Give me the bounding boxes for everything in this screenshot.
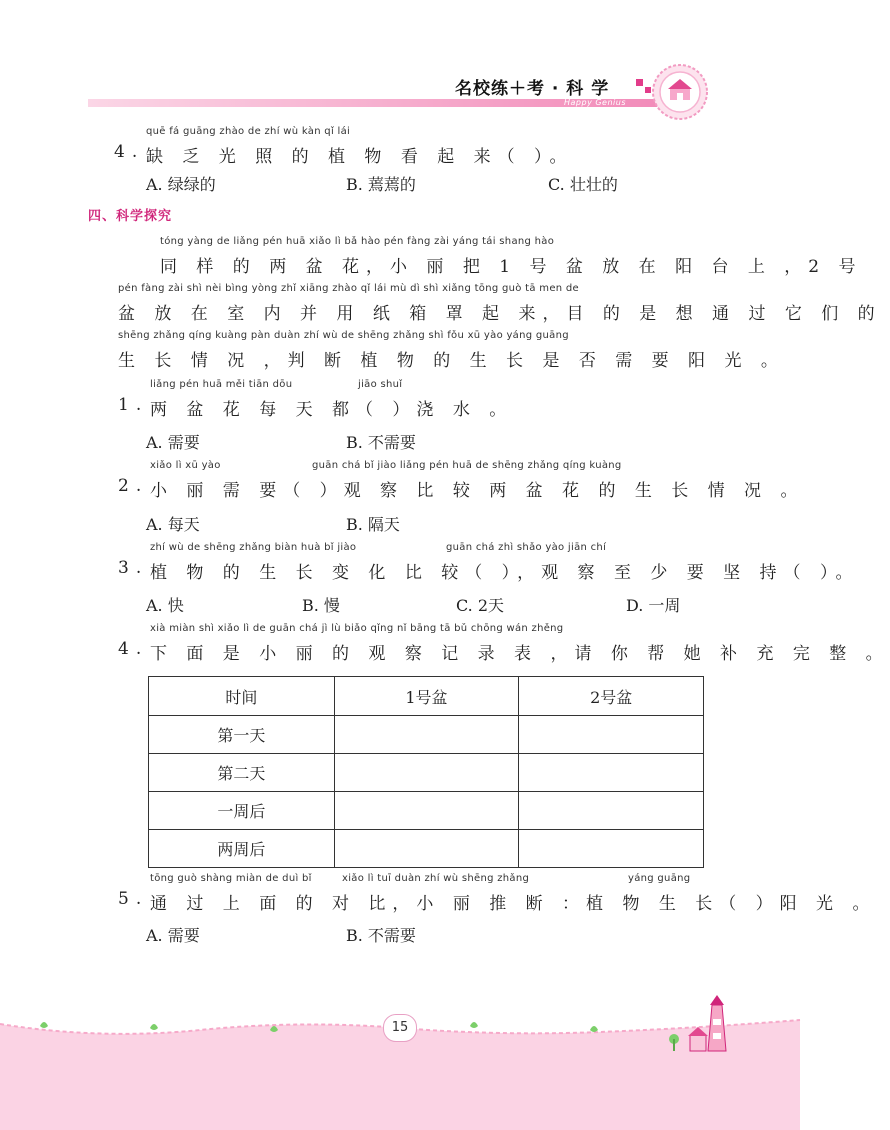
- pinyin-line: quē fá guāng zhào de zhí wù kàn qǐ lái: [146, 126, 351, 137]
- page-number: 15: [383, 1014, 417, 1042]
- question-2: [0, 460, 805, 501]
- pinyin-line: shēng zhǎng qíng kuàng pàn duàn zhí wù de shēng zhǎng shì fǒu xū yào yáng guāng: [118, 330, 569, 341]
- question-text: 两 盆 花 每 天 都（ ）浇 水 。: [150, 400, 514, 420]
- passage-line-2: [0, 283, 882, 324]
- section-title: 四、科学探究: [88, 209, 173, 224]
- passage-line-1: [0, 236, 863, 277]
- option-b[interactable]: B. 隔天: [346, 515, 400, 534]
- table-header-cell: 2号盆: [519, 677, 704, 716]
- question-4a: [0, 126, 800, 167]
- option-b[interactable]: B. 慢: [302, 596, 340, 615]
- table-header-row: [149, 677, 704, 716]
- pinyin-line: yáng guāng: [628, 873, 691, 884]
- option-b[interactable]: B. 不需要: [346, 926, 416, 945]
- pinyin-line: tóng yàng de liǎng pén huā xiǎo lì bǎ hào pén fàng zài yáng tái shang hào: [160, 236, 555, 247]
- flower-badge-icon: [652, 64, 708, 120]
- option-a[interactable]: A. 绿绿的: [146, 175, 216, 194]
- question-number: 4.: [118, 639, 149, 659]
- table-row: [149, 830, 704, 868]
- header-title: 名校练＋考 · 科 学: [455, 79, 610, 99]
- option-b[interactable]: B. 蔫蔫的: [346, 175, 416, 194]
- answer-cell-pot-2[interactable]: [519, 716, 704, 754]
- option-a[interactable]: A. 需要: [146, 433, 200, 452]
- question-text: 植 物 的 生 长 变 化 比 较（ ），观 察 至 少 要 坚 持（ ）。: [150, 563, 860, 583]
- pinyin-line: tōng guò shàng miàn de duì bǐ: [150, 873, 312, 884]
- option-a[interactable]: A. 快: [146, 596, 184, 615]
- answer-cell-pot-1[interactable]: [334, 716, 519, 754]
- question-number: 1.: [118, 395, 149, 415]
- table-row-label: 两周后: [149, 830, 335, 868]
- pinyin-line: zhí wù de shēng zhǎng biàn huà bǐ jiào: [150, 542, 357, 553]
- table-row: [149, 716, 704, 754]
- answer-cell-pot-1[interactable]: [334, 792, 519, 830]
- question-1: [0, 379, 800, 420]
- option-c[interactable]: C. 壮壮的: [548, 175, 618, 194]
- option-c[interactable]: C. 2天: [456, 596, 505, 615]
- question-number: 4.: [114, 142, 145, 162]
- answer-cell-pot-2[interactable]: [519, 830, 704, 868]
- passage-line-3: [0, 330, 800, 371]
- answer-cell-pot-1[interactable]: [334, 754, 519, 792]
- option-d[interactable]: D. 一周: [626, 596, 681, 615]
- answer-cell-pot-2[interactable]: [519, 754, 704, 792]
- pinyin-line: xiǎo lì xū yào: [150, 460, 221, 471]
- pinyin-line: xiǎo lì tuī duàn zhí wù shēng zhǎng: [342, 873, 530, 884]
- question-5: [0, 873, 877, 914]
- option-b[interactable]: B. 不需要: [346, 433, 416, 452]
- option-a[interactable]: A. 每天: [146, 515, 200, 534]
- pinyin-line: pén fàng zài shì nèi bìng yòng zhǐ xiāng zhào qǐ lái mù dì shì xiǎng tōng guò tā men de: [118, 283, 579, 294]
- table-header-cell: 1号盆: [334, 677, 519, 716]
- question-number: 3.: [118, 558, 149, 578]
- header-square-decoration: [645, 87, 651, 93]
- passage-text: 盆 放 在 室 内 并 用 纸 箱 罩 起 来，目 的 是 想 通 过 它 们 的: [118, 304, 882, 324]
- question-number: 5.: [118, 889, 149, 909]
- question-text: 通 过 上 面 的 对 比，小 丽 推 断 ：植 物 生 长（ ）阳 光 。: [150, 894, 877, 914]
- option-a[interactable]: A. 需要: [146, 926, 200, 945]
- question-3: [0, 542, 860, 583]
- table-row-label: 第一天: [149, 716, 335, 754]
- pinyin-line: liǎng pén huā měi tiān dōu: [150, 379, 293, 390]
- question-number: 2.: [118, 476, 149, 496]
- passage-text: 生 长 情 况 ，判 断 植 物 的 生 长 是 否 需 要 阳 光 。: [118, 351, 785, 371]
- question-4b: [0, 623, 890, 664]
- header-subtitle: Happy Genius: [564, 98, 627, 107]
- question-text: 缺 乏 光 照 的 植 物 看 起 来（ ）。: [146, 147, 574, 167]
- observation-table: [148, 676, 704, 868]
- pinyin-line: xià miàn shì xiǎo lì de guān chá jì lù biǎo qǐng nǐ bāng tā bǔ chōng wán zhěng: [150, 623, 564, 634]
- table-row: [149, 754, 704, 792]
- answer-cell-pot-2[interactable]: [519, 792, 704, 830]
- passage-text: 同 样 的 两 盆 花，小 丽 把 1 号 盆 放 在 阳 台 上 ，2 号: [160, 257, 863, 277]
- table-row: [149, 792, 704, 830]
- header-square-decoration: [636, 79, 643, 86]
- pinyin-line: guān chá zhì shǎo yào jiān chí: [446, 542, 607, 553]
- lighthouse-icon: [660, 995, 740, 1055]
- pinyin-line: guān chá bǐ jiào liǎng pén huā de shēng zhǎng qíng kuàng: [312, 460, 622, 471]
- table-row-label: 一周后: [149, 792, 335, 830]
- table-row-label: 第二天: [149, 754, 335, 792]
- pinyin-line: jiāo shuǐ: [358, 379, 403, 390]
- table-header-cell: 时间: [149, 677, 335, 716]
- question-text: 下 面 是 小 丽 的 观 察 记 录 表 ，请 你 帮 她 补 充 完 整 。: [150, 644, 890, 664]
- question-text: 小 丽 需 要（ ）观 察 比 较 两 盆 花 的 生 长 情 况 。: [150, 481, 805, 501]
- answer-cell-pot-1[interactable]: [334, 830, 519, 868]
